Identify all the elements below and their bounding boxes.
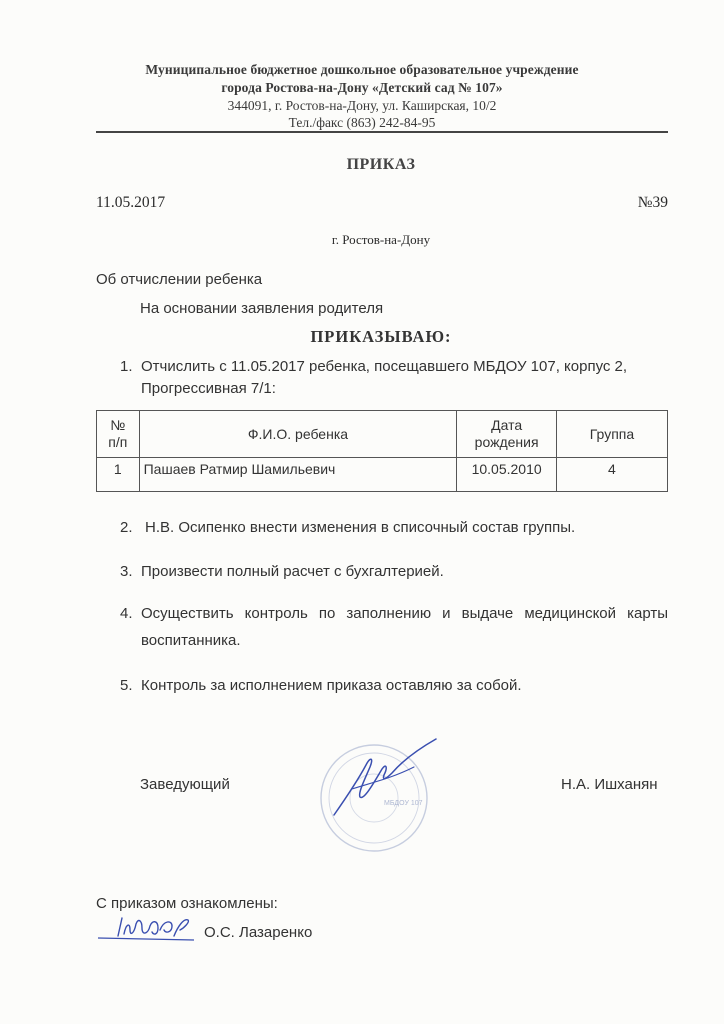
cell-name: Пашаев Ратмир Шамильевич xyxy=(139,458,457,492)
document-title: ПРИКАЗ xyxy=(346,156,416,173)
col-header-num xyxy=(97,411,140,458)
table-row xyxy=(97,458,668,492)
order-date: 11.05.2017 xyxy=(96,194,166,211)
col-header-dob-line1: Дата xyxy=(491,417,523,433)
item-1-text-line2: Прогрессивная 7/1: xyxy=(141,380,276,397)
item-2-text: Н.В. Осипенко внести изменения в списочный состав группы. xyxy=(145,519,576,536)
item-3-text: Произвести полный расчет с бухгалтерией. xyxy=(141,563,444,580)
header-org-line1: Муниципальное бюджетное дошкольное образовательное учреждение xyxy=(145,62,579,77)
col-header-num-line2: п/п xyxy=(108,434,128,450)
item-4-text-line2: воспитанника. xyxy=(141,632,241,649)
header-divider xyxy=(96,131,668,133)
order-city: г. Ростов-на-Дону xyxy=(331,232,431,247)
item-4-number: 4. xyxy=(120,605,133,622)
order-directive: ПРИКАЗЫВАЮ: xyxy=(310,327,452,346)
cell-num: 1 xyxy=(97,458,140,492)
svg-text:МБДОУ 107: МБДОУ 107 xyxy=(384,800,423,807)
order-basis: На основании заявления родителя xyxy=(140,300,384,317)
acknowledgement-name: О.С. Лазаренко xyxy=(204,924,313,941)
col-header-group: Группа xyxy=(556,411,667,458)
cell-group: 4 xyxy=(556,458,667,492)
table-header-row xyxy=(97,411,668,458)
item-2-number: 2. xyxy=(120,519,133,536)
header-address: 344091, г. Ростов-на-Дону, ул. Каширская, 10/2 xyxy=(227,98,497,113)
acknowledgement-signature xyxy=(96,912,204,946)
signature-name: Н.А. Ишханян xyxy=(561,776,658,793)
col-header-num-line1: № xyxy=(110,417,126,433)
order-number: №39 xyxy=(637,194,668,211)
item-5-text: Контроль за исполнением приказа оставляю за собой. xyxy=(141,677,522,694)
col-header-dob-line2: рождения xyxy=(474,434,539,450)
children-table xyxy=(96,410,668,492)
header-phone: Тел./факс (863) 242-84-95 xyxy=(288,115,436,130)
item-1-text-line1: Отчислить с 11.05.2017 ребенка, посещавшего МБДОУ 107, корпус 2, xyxy=(141,358,628,375)
item-3-number: 3. xyxy=(120,563,133,580)
cell-dob: 10.05.2010 xyxy=(457,458,557,492)
item-1-number: 1. xyxy=(120,358,133,375)
item-4-text-line1: Осуществить контроль по заполнению и выдаче медицинской карты xyxy=(141,605,668,622)
col-header-dob xyxy=(457,411,557,458)
order-subject: Об отчислении ребенка xyxy=(96,271,263,288)
col-header-name: Ф.И.О. ребенка xyxy=(139,411,457,458)
signature-position: Заведующий xyxy=(140,776,230,793)
director-signature xyxy=(330,735,440,820)
item-5-number: 5. xyxy=(120,677,133,694)
header-org-line2: города Ростова-на-Дону «Детский сад № 107» xyxy=(221,80,503,95)
acknowledgement-label: С приказом ознакомлены: xyxy=(96,895,278,912)
